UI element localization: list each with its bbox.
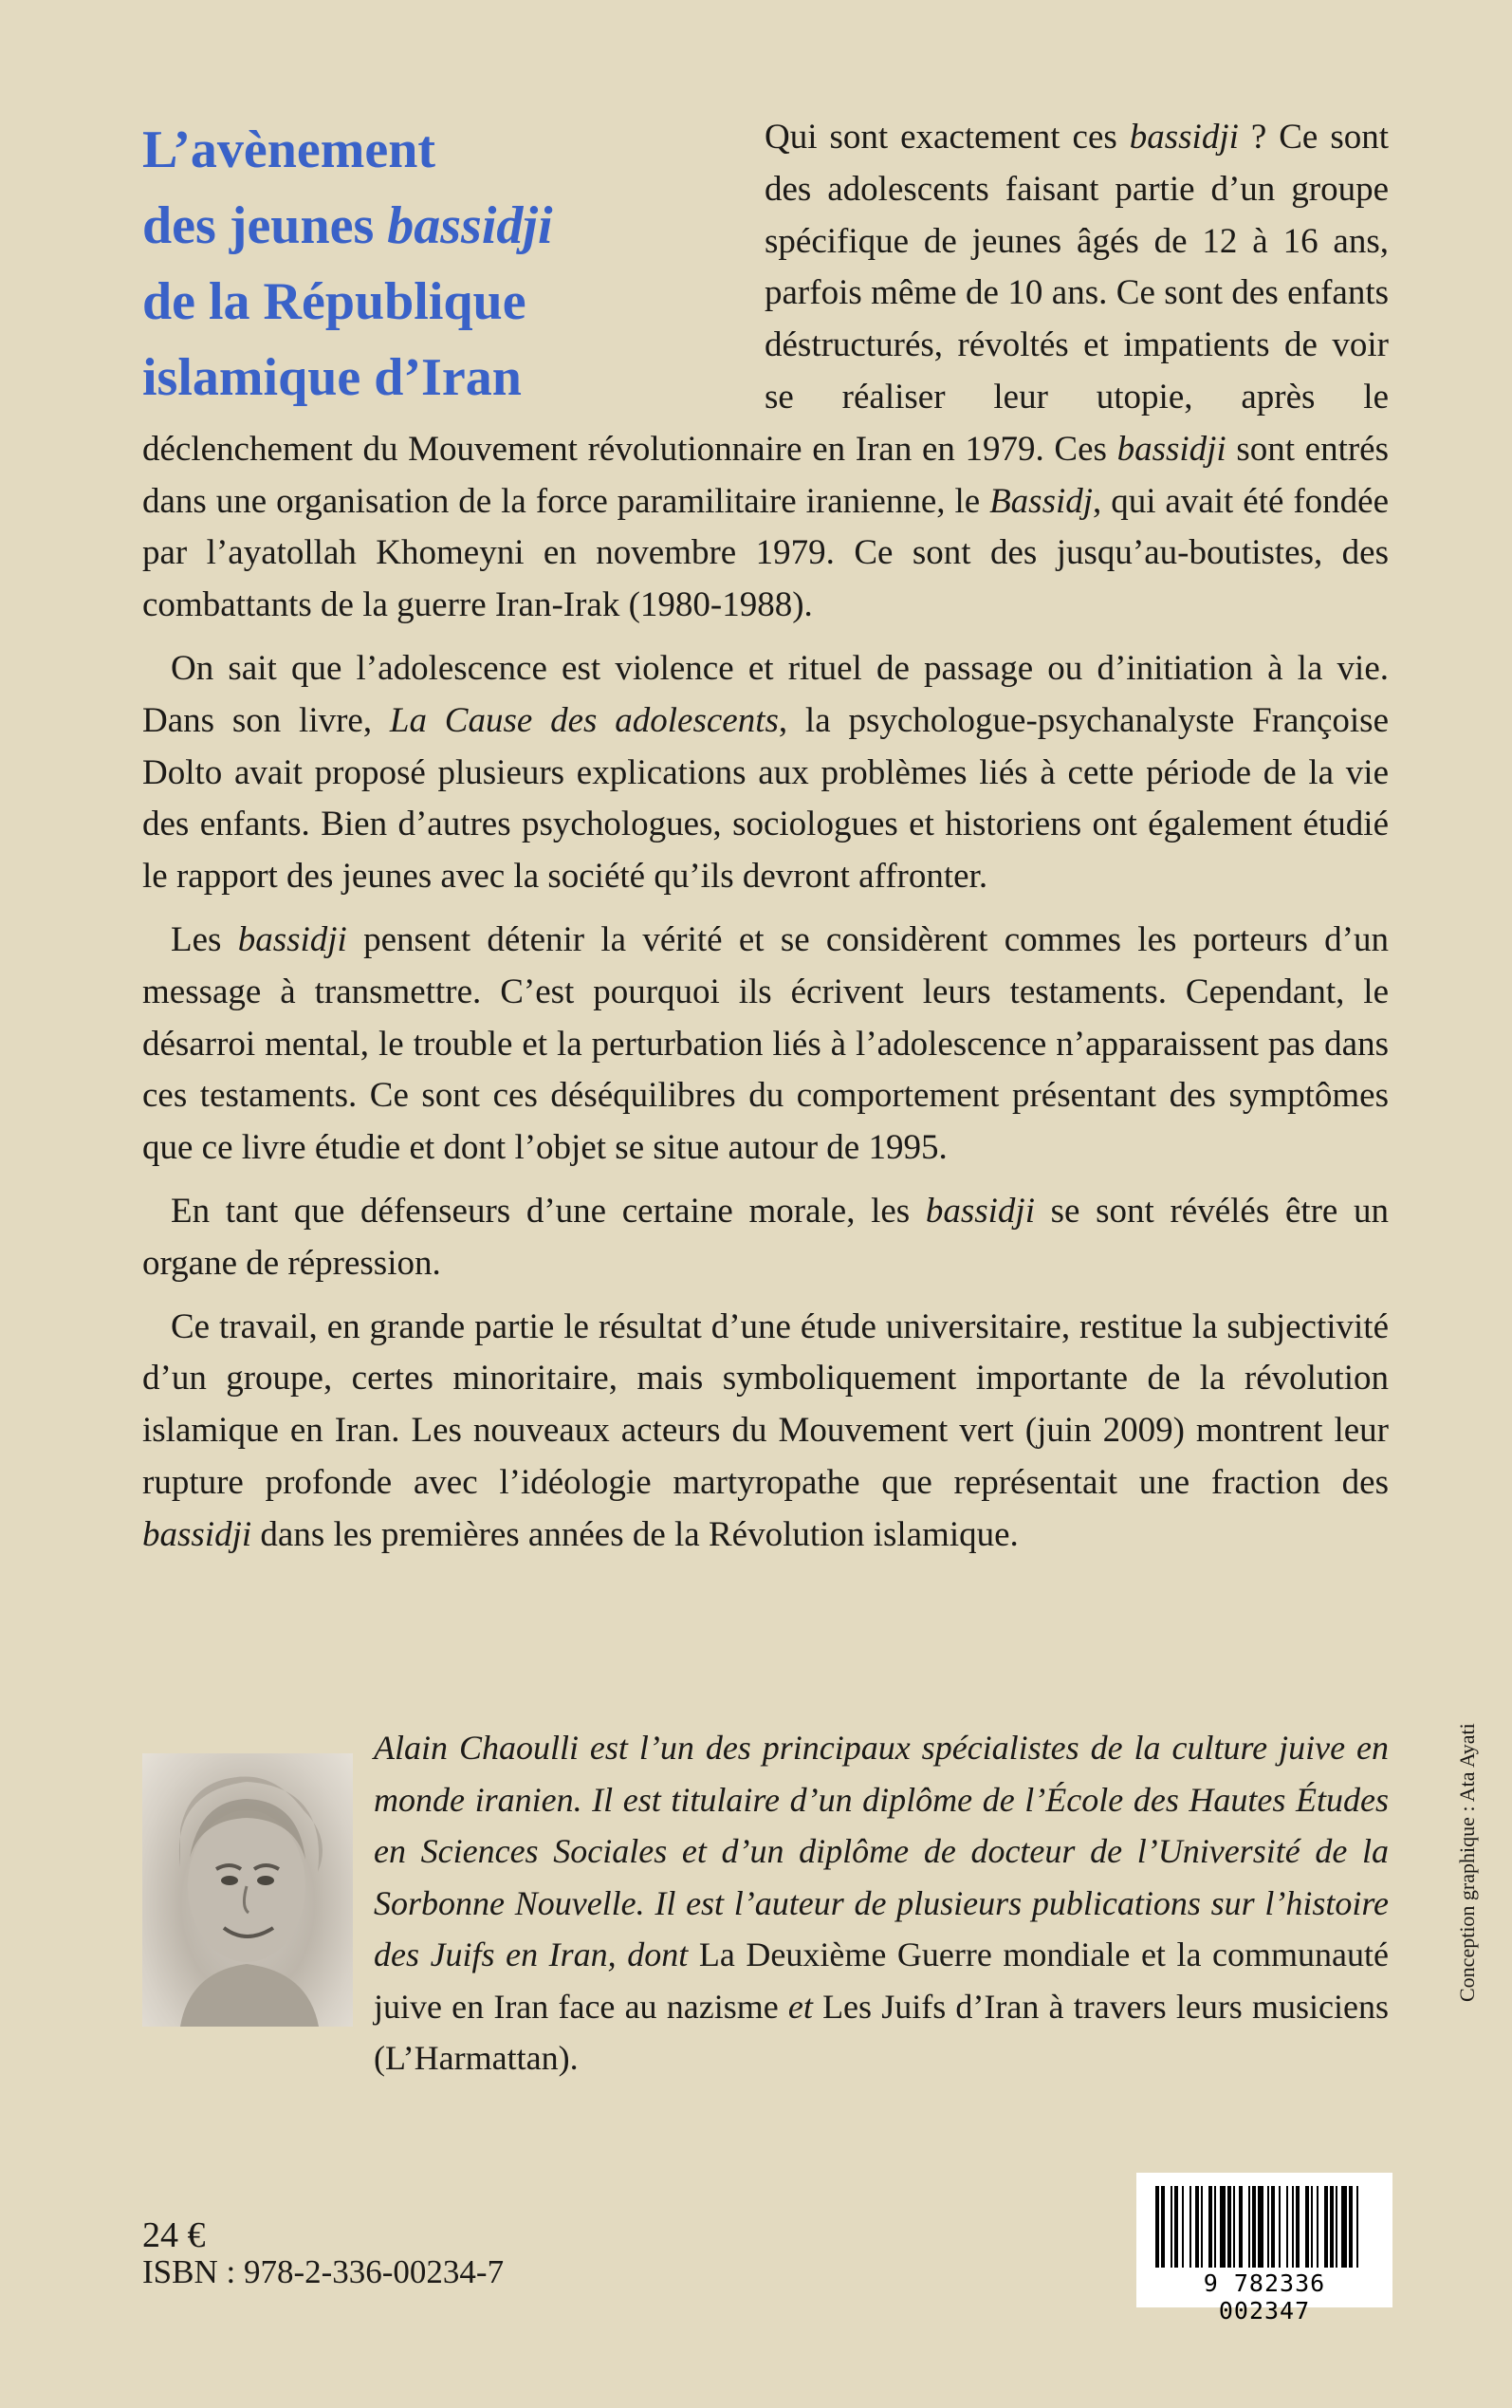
- italic-term: bassidji: [1129, 118, 1239, 157]
- text-run: , la psychologue-psychanalyste Françoise Dolto avait proposé plusieurs explications aux problèmes liés à cette période de la vie des enfants. Bien d’autres psychologues, sociologues et historiens ont également étudié le rapport des jeunes avec la société qu’ils devront affronter.: [142, 700, 1389, 897]
- barcode-number: 9 782336 002347: [1203, 2269, 1326, 2325]
- italic-term: bassidji: [142, 1514, 252, 1554]
- text-run: sont entrés dans une organisation de la force paramilitaire iranienne, le: [142, 429, 1389, 521]
- text-run: Ce travail, en grande partie le résultat d’une étude universitaire, restitue la subjectivité d’un groupe, certes minoritaire, mais symboliquement importante de la révolution islamique en Iran. Les nouveaux acteurs du Mouvement vert (juin 2009) montrent leur rupture profonde avec l’idéologie martyropathe que représentait une fraction des: [142, 1306, 1389, 1502]
- paragraph-2: [142, 643, 1389, 903]
- bio-text-run: et: [778, 1987, 823, 2026]
- paragraph-3: [142, 915, 1389, 1175]
- book-title-italic: La Cause des adolescents: [389, 700, 779, 740]
- text-run: En tant que défenseurs d’une certaine morale, les: [171, 1191, 926, 1231]
- title-text-run: des jeunes: [142, 196, 388, 255]
- title-line-1: L’avènement: [142, 120, 436, 179]
- text-run: On sait que l’adolescence est violence et rituel de passage ou d’initiation à la vie. Dans son livre,: [142, 648, 1389, 740]
- barcode-bars-icon: [1153, 2186, 1375, 2268]
- author-photo: [142, 1753, 353, 2027]
- paragraph-4: [142, 1186, 1389, 1290]
- bio-book-title: La Deuxième Guerre mondiale et la communauté juive en Iran face au nazisme: [374, 1936, 1389, 2026]
- barcode: [1136, 2173, 1392, 2325]
- price: 24 €: [142, 2215, 206, 2255]
- text-run: pensent détenir la vérité et se considèrent commes les porteurs d’un message à transmettre. C’est pourquoi ils écrivent leurs testaments. Cependant, le désarroi mental, le trouble et la perturbation liés à l’adolescence n’apparaissent pas dans ces testaments. Ce sont ces déséquilibres du comportement présentant des symptômes que ce livre étudie et dont l’objet se situe autour de 1995.: [142, 919, 1389, 1168]
- paragraph-5: [142, 1302, 1389, 1562]
- title-line-3: de la République: [142, 272, 526, 331]
- title-italic-term: bassidji: [387, 196, 553, 255]
- italic-term: bassidji: [1116, 429, 1226, 469]
- text-run: dans les premières années de la Révolution islamique.: [251, 1514, 1019, 1554]
- italic-term: bassidji: [925, 1191, 1035, 1231]
- author-biography: [374, 1722, 1389, 2084]
- text-run: Les: [171, 919, 238, 959]
- italic-term: bassidji: [237, 919, 347, 959]
- text-run: , qui avait été fondée par l’ayatollah Khomeyni en novembre 1979. Ce sont des jusqu’au-boutistes, des combattants de la guerre Iran-Irak (1980-1988).: [142, 481, 1389, 625]
- isbn: ISBN : 978-2-336-00234-7: [142, 2253, 505, 2290]
- text-run: ? Ce sont des adolescents faisant partie d’un groupe spécifique de jeunes âgés de 12 à 16 ans, parfois même de 10 ans. Ce sont des enfants déstructurés, révoltés et impatients de voir se réaliser leur utopie, après le déclenchement du Mouvement révolutionnaire en Iran en 1979. Ces: [142, 118, 1389, 469]
- bio-book-title: Les Juifs d’Iran à travers leurs musiciens (L’Harmattan).: [374, 1987, 1389, 2077]
- author-portrait-icon: [142, 1753, 353, 2027]
- text-run: se sont révélés être un organe de répression.: [142, 1191, 1389, 1283]
- design-credit: Conception graphique : Ata Ayati: [1455, 1723, 1479, 2002]
- title-line-4: islamique d’Iran: [142, 348, 522, 407]
- text-run: Qui sont exactement ces: [765, 118, 1130, 157]
- title-line-2: [142, 188, 636, 264]
- book-title: [142, 112, 636, 416]
- bio-text-run: Alain Chaoulli est l’un des principaux spécialistes de la culture juive en monde iranien. Il est titulaire d’un diplôme de l’École des Hautes Études en Sciences Sociales et d’un diplôme de docteur de l’Université de la Sorbonne Nouvelle. Il est l’auteur de plusieurs publications sur l’histoire des Juifs en Iran, dont: [374, 1729, 1389, 1973]
- italic-term: Bassidj: [989, 481, 1094, 521]
